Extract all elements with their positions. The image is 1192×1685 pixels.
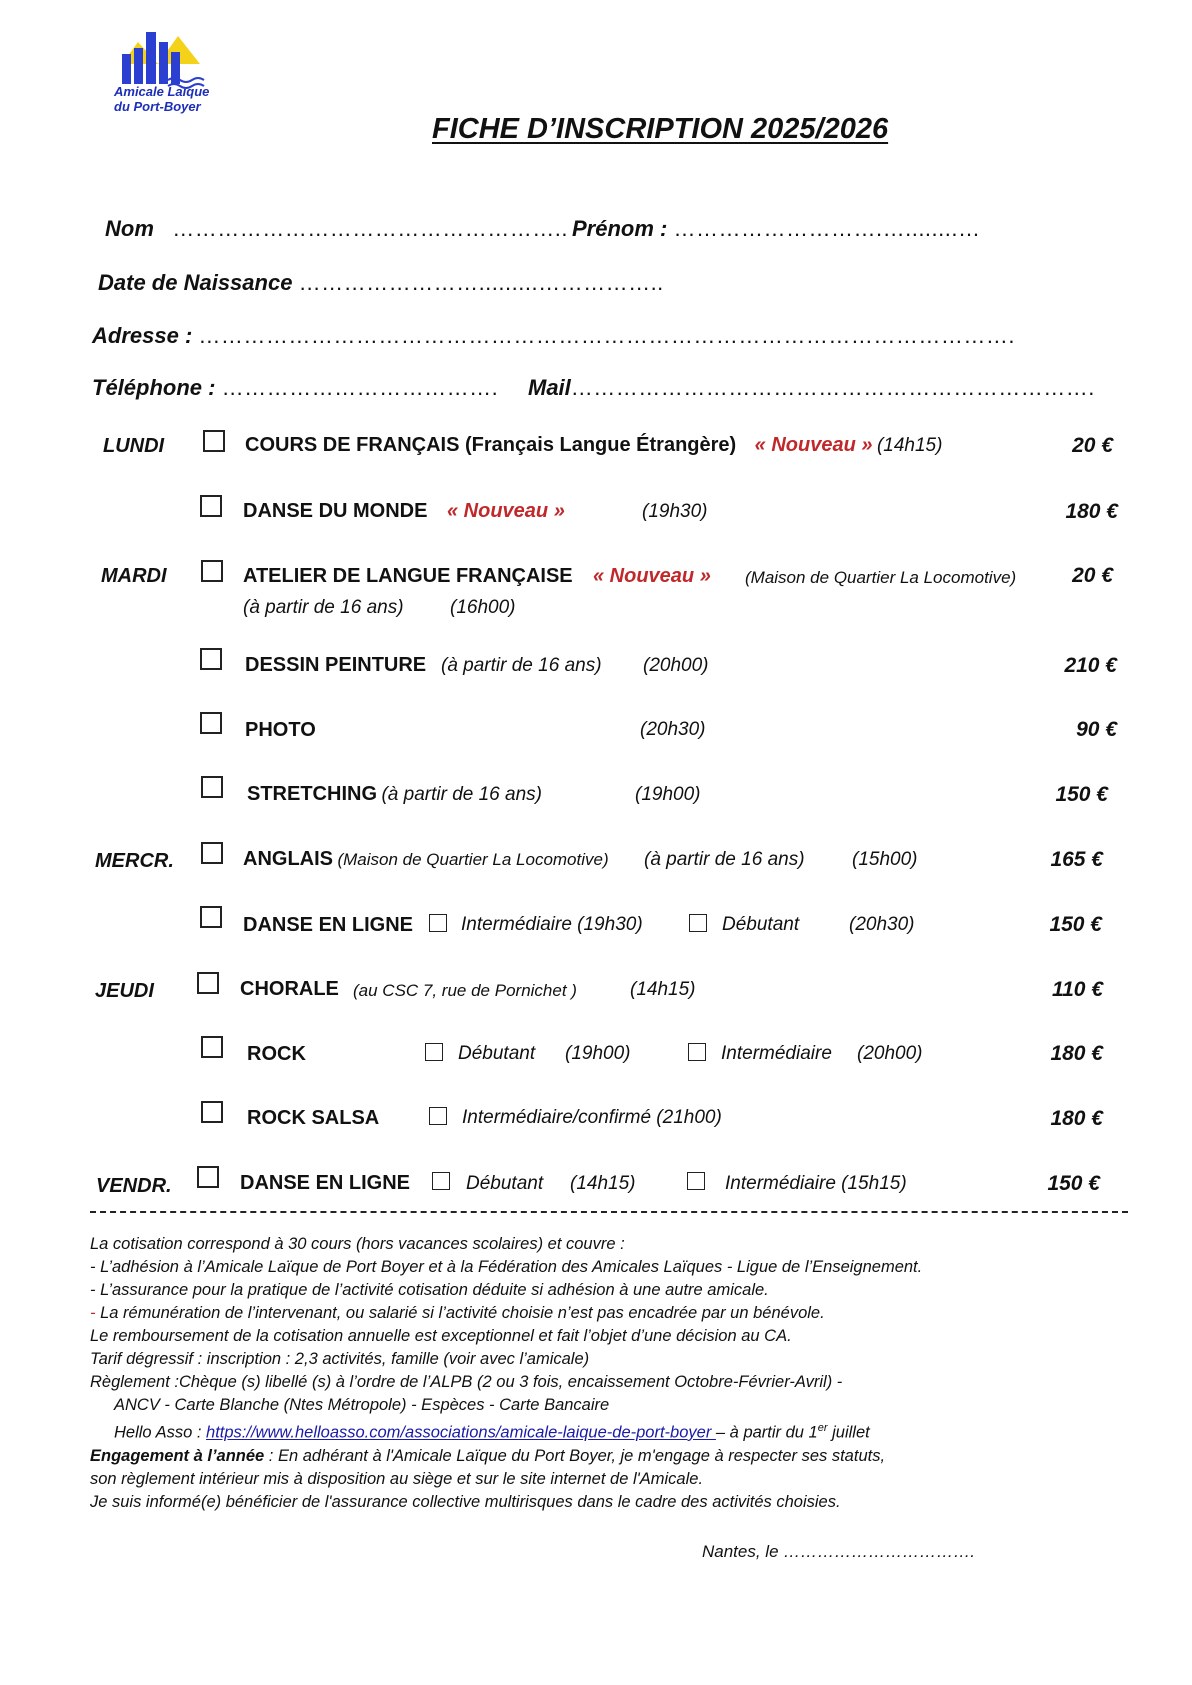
age-anglais: (à partir de 16 ans) — [644, 849, 805, 870]
time-photo: (20h30) — [640, 719, 706, 740]
activity-chorale: CHORALE — [240, 978, 339, 1000]
day-mardi: MARDI — [101, 565, 167, 587]
price-photo: 90 € — [1076, 718, 1117, 741]
helloasso-sup: er — [817, 1422, 828, 1434]
age-stretching: (à partir de 16 ans) — [381, 784, 542, 805]
time-dessin: (20h00) — [643, 655, 709, 676]
nom-dots: …………………………………………….. — [172, 216, 568, 241]
checkbox-rock-salsa[interactable] — [201, 1101, 223, 1123]
telephone-dots: ………………………………. — [221, 375, 499, 400]
checkbox-intermediaire[interactable] — [429, 914, 447, 932]
time-chorale: (14h15) — [630, 979, 696, 1000]
time-anglais: (15h00) — [852, 849, 918, 870]
place-anglais: (Maison de Quartier La Locomotive) — [337, 850, 609, 869]
adresse-field[interactable] — [92, 323, 1015, 349]
day-vendredi: VENDR. — [96, 1175, 172, 1197]
activity-rock-salsa: ROCK SALSA — [247, 1107, 380, 1129]
note-line — [90, 1445, 922, 1468]
price-stretching: 150 € — [1055, 783, 1108, 806]
naissance-label: Date de Naissance — [98, 270, 293, 295]
time-danse-monde: (19h30) — [642, 501, 708, 522]
activity-danse-ligne: DANSE EN LIGNE — [243, 914, 414, 936]
price-dessin: 210 € — [1064, 654, 1117, 677]
naissance-field[interactable] — [98, 270, 664, 296]
time-vendredi-debutant: (14h15) — [570, 1173, 636, 1194]
activity-danse-ligne-vendredi: DANSE EN LIGNE — [240, 1172, 411, 1194]
day-jeudi: JEUDI — [95, 980, 154, 1002]
checkbox-atelier[interactable] — [201, 560, 223, 582]
time-rock-debutant: (19h00) — [565, 1043, 631, 1064]
nouveau-badge: « Nouveau » — [447, 500, 565, 522]
checkbox-anglais[interactable] — [201, 842, 223, 864]
logo — [108, 28, 238, 120]
row-stretching — [247, 783, 542, 806]
checkbox-danse-ligne-vendredi[interactable] — [197, 1166, 219, 1188]
adresse-label: Adresse : — [92, 323, 193, 348]
prenom-label: Prénom : — [572, 216, 668, 241]
activity-rock: ROCK — [247, 1043, 306, 1065]
mail-dots: ……………………………………………………………. — [570, 375, 1095, 400]
activity-dessin: DESSIN PEINTURE — [245, 654, 427, 676]
checkbox-cours-francais[interactable] — [203, 430, 225, 452]
engagement-label: Engagement à l’année — [90, 1446, 265, 1465]
engagement-text: : En adhérant à l'Amicale Laïque du Port Boyer, je m'engage à respecter ses statuts, — [264, 1446, 886, 1465]
price-atelier: 20 € — [1072, 564, 1113, 587]
nouveau-badge: « Nouveau » — [754, 434, 873, 456]
row-anglais — [243, 848, 609, 871]
age-atelier: (à partir de 16 ans) — [243, 597, 404, 618]
opt-intermediaire: Intermédiaire (19h30) — [461, 914, 643, 935]
day-mercredi: MERCR. — [95, 850, 174, 872]
prenom-field[interactable] — [572, 216, 981, 242]
helloasso-end: juillet — [827, 1423, 870, 1442]
activity-time: (14h15) — [876, 435, 943, 456]
checkbox-vendredi-debutant[interactable] — [432, 1172, 450, 1190]
checkbox-rock[interactable] — [201, 1036, 223, 1058]
activity-atelier: ATELIER DE LANGUE FRANÇAISE — [243, 565, 573, 587]
helloasso-suffix: – à partir du 1 — [715, 1423, 818, 1442]
checkbox-chorale[interactable] — [197, 972, 219, 994]
opt-vendredi-intermediaire: Intermédiaire (15h15) — [725, 1173, 907, 1194]
activity-danse-monde: DANSE DU MONDE — [243, 500, 428, 522]
price-anglais: 165 € — [1050, 848, 1103, 871]
note-text: La rémunération de l’intervenant, ou salarié si l’activité choisie n’est pas encadrée par un bénévole. — [95, 1304, 825, 1322]
opt-vendredi-debutant: Débutant — [466, 1173, 544, 1194]
checkbox-photo[interactable] — [200, 712, 222, 734]
telephone-field[interactable] — [92, 375, 498, 401]
note-line — [90, 1302, 922, 1325]
logo-text-2: du Port-Boyer — [114, 99, 201, 114]
note-line: son règlement intérieur mis à disposition au siège et sur le site internet de l'Amicale. — [90, 1469, 704, 1488]
opt-debutant: Débutant — [722, 914, 800, 935]
nom-label: Nom — [105, 216, 154, 241]
price-danse-ligne-mercredi: 150 € — [1049, 913, 1102, 936]
price-rock-salsa: 180 € — [1050, 1107, 1103, 1130]
adresse-dots: ………………………………………………………………………………………………. — [198, 323, 1016, 348]
time-rock-intermediaire: (20h00) — [857, 1043, 923, 1064]
note-line: - L’adhésion à l’Amicale Laïque de Port Boyer et à la Fédération des Amicales Laïques - Ligue de l’Enseignement. — [90, 1258, 923, 1276]
checkbox-vendredi-intermediaire[interactable] — [687, 1172, 705, 1190]
dashed-separator — [90, 1211, 1128, 1213]
opt-rock-debutant: Débutant — [458, 1043, 536, 1064]
price-danse-ligne-vendredi: 150 € — [1047, 1172, 1100, 1195]
activity-stretching: STRETCHING — [247, 783, 377, 805]
note-line: Je suis informé(e) bénéficier de l'assurance collective multirisques dans le cadre des activités choisies. — [90, 1492, 841, 1511]
note-line: - L’assurance pour la pratique de l’activité cotisation déduite si adhésion à une autre amicale. — [90, 1281, 769, 1299]
note-line: La cotisation correspond à 30 cours (hors vacances scolaires) et couvre : — [90, 1235, 625, 1253]
checkbox-danse-ligne-mercredi[interactable] — [200, 906, 222, 928]
note-line: ANCV - Carte Blanche (Ntes Métropole) - Espèces - Carte Bancaire — [114, 1396, 610, 1414]
time-atelier: (16h00) — [450, 597, 516, 618]
price-rock: 180 € — [1050, 1042, 1103, 1065]
price-cours-francais: 20 € — [1072, 434, 1113, 457]
checkbox-debutant[interactable] — [689, 914, 707, 932]
price-danse-monde: 180 € — [1065, 500, 1118, 523]
notes-block — [90, 1233, 922, 1514]
note-dash: - — [90, 1304, 96, 1322]
activity-name: COURS DE FRANÇAIS (Français Langue Étrangère) — [245, 434, 737, 456]
checkbox-stretching[interactable] — [201, 776, 223, 798]
logo-text-1: Amicale Laïque — [114, 84, 210, 99]
time-debutant: (20h30) — [849, 914, 915, 935]
note-line — [90, 1417, 922, 1445]
mail-field[interactable] — [528, 375, 1095, 401]
age-dessin: (à partir de 16 ans) — [441, 655, 602, 676]
signature-line[interactable]: Nantes, le ……………………………. — [702, 1542, 975, 1561]
prenom-dots: ……………………….…........… — [673, 216, 981, 241]
day-lundi: LUNDI — [103, 435, 165, 457]
checkbox-dessin[interactable] — [200, 648, 222, 670]
price-chorale: 110 € — [1052, 978, 1103, 1001]
telephone-label: Téléphone : — [92, 375, 216, 400]
mail-label: Mail — [528, 375, 571, 400]
note-line: Tarif dégressif : inscription : 2,3 activités, famille (voir avec l’amicale) — [90, 1350, 590, 1368]
helloasso-link[interactable]: https://www.helloasso.com/associations/amicale-laique-de-port-boyer — [206, 1423, 716, 1442]
activity-photo: PHOTO — [245, 719, 316, 741]
checkbox-rock-intermediaire[interactable] — [688, 1043, 706, 1061]
naissance-dots: …………………….........…………….. — [298, 270, 664, 295]
page-title: FICHE D’INSCRIPTION 2025/2026 — [432, 113, 889, 145]
checkbox-danse-monde[interactable] — [200, 495, 222, 517]
nouveau-badge: « Nouveau » — [593, 565, 711, 587]
note-line: Règlement :Chèque (s) libellé (s) à l’ordre de l’ALPB (2 ou 3 fois, encaissement Octobre-Février-Avril) - — [90, 1373, 843, 1391]
helloasso-prefix: Hello Asso : — [114, 1423, 207, 1442]
row-cours-francais — [245, 434, 942, 457]
place-atelier: (Maison de Quartier La Locomotive) — [745, 568, 1017, 587]
time-stretching: (19h00) — [635, 784, 701, 805]
nom-field[interactable] — [105, 216, 568, 242]
activity-anglais: ANGLAIS — [243, 848, 333, 870]
checkbox-rock-debutant[interactable] — [425, 1043, 443, 1061]
opt-rock-intermediaire: Intermédiaire — [721, 1043, 832, 1064]
opt-rock-salsa: Intermédiaire/confirmé (21h00) — [462, 1107, 722, 1128]
checkbox-rock-salsa-confirme[interactable] — [429, 1107, 447, 1125]
note-line: Le remboursement de la cotisation annuelle est exceptionnel et fait l’objet d’une décision au CA. — [90, 1327, 792, 1345]
place-chorale: (au CSC 7, rue de Pornichet ) — [353, 981, 577, 1000]
